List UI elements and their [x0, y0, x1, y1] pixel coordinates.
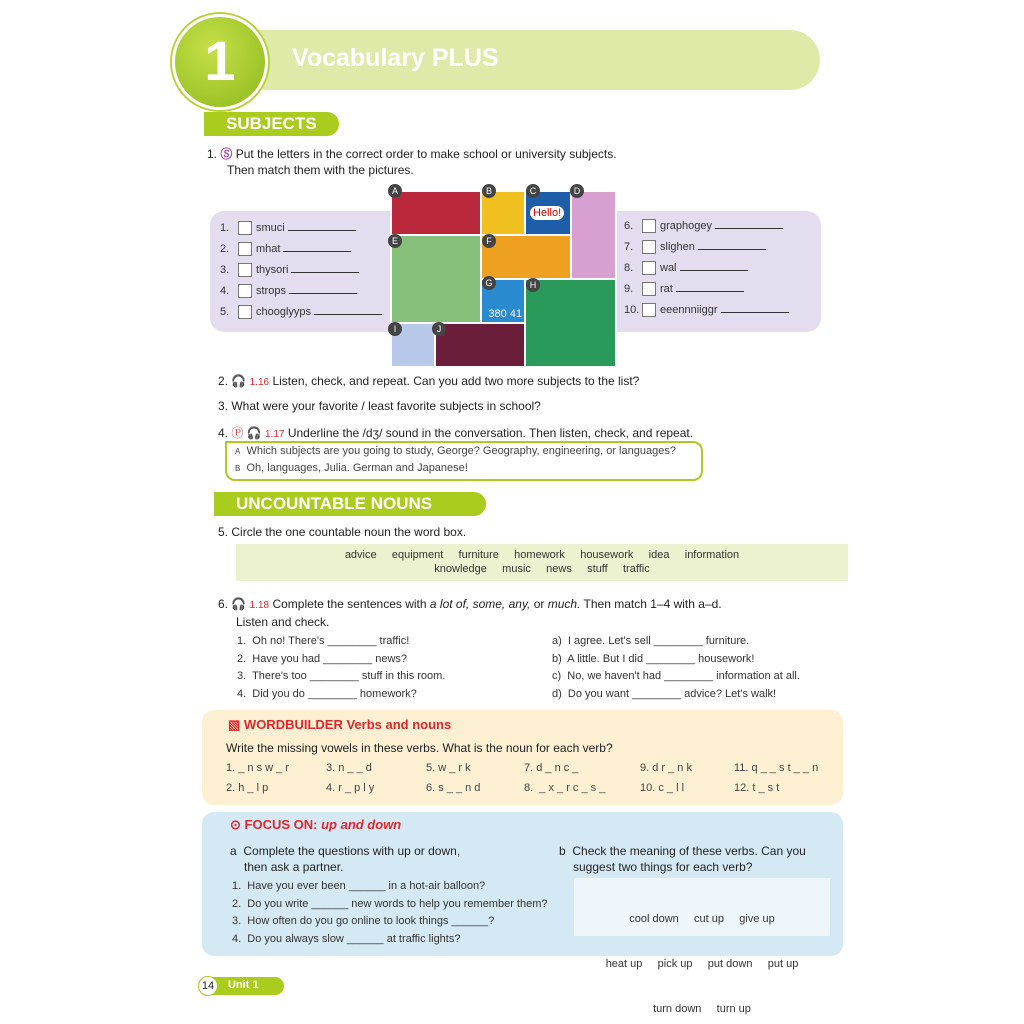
instruction-text: Underline the /dʒ/ sound in the conversation. Then listen, check, and repeat. [287, 426, 694, 440]
conversation-line: Which subjects are you going to study, George? Geography, engineering, or languages? [246, 445, 676, 457]
verb-box-row: heat up pick up put down put up [605, 958, 799, 970]
instruction-text: Then match 1–4 with a–d. [580, 597, 722, 611]
answer-blank[interactable] [289, 293, 357, 294]
picture-label: J [432, 322, 446, 336]
scrambled-word: wal [660, 261, 677, 274]
scrambled-word: strops [256, 284, 286, 297]
wordbuilder-icon: ▧ [228, 717, 241, 732]
verb-box [574, 878, 830, 1015]
answer-blank[interactable] [283, 251, 351, 252]
instruction-line: Then match them with the pictures. [227, 163, 414, 177]
answer-checkbox[interactable] [642, 219, 656, 233]
wordbuilder-title [228, 717, 451, 733]
focus-on-title [230, 817, 401, 833]
scrambled-word: rat [660, 282, 673, 295]
scrambled-word: mhat [256, 242, 281, 255]
item-number: 3. [220, 263, 230, 276]
item-number: 2. [220, 242, 230, 255]
verb-puzzle: 12. t _ s t [734, 782, 780, 794]
answer-blank[interactable] [715, 228, 783, 229]
verb-puzzle: 9. d r _ n k [640, 762, 692, 774]
wordbuilder-box [202, 710, 843, 805]
focus-icon: ⊙ [230, 817, 241, 832]
question-item: 1. Have you ever been ______ in a hot-air balloon? [232, 880, 486, 892]
verb-puzzle: 4. r _ p l y [326, 782, 375, 794]
exercise-number: 6. [218, 597, 229, 611]
answer-blank[interactable] [314, 314, 382, 315]
question-item: 3. How often do you go online to look things ______? [232, 915, 495, 928]
math-numbers: 380 41 [488, 308, 522, 320]
sentence-item: 2. Have you had ________ news? [237, 652, 408, 665]
word-item [624, 282, 821, 303]
answer-blank[interactable] [680, 270, 748, 271]
item-number: 1. [220, 221, 230, 234]
picture-e-history[interactable] [390, 234, 482, 324]
answer-checkbox[interactable] [642, 261, 656, 275]
item-number: 6. [624, 219, 634, 232]
question-item: 4. Do you always slow ______ at traffic lights? [232, 932, 461, 945]
audio-track[interactable]: 1.18 [249, 600, 270, 611]
item-number: 4. [220, 284, 230, 297]
scrambled-word: smuci [256, 221, 285, 234]
word-item [220, 284, 410, 305]
sentence-item: 1. Oh no! There's ________ traffic! [237, 635, 410, 647]
answer-checkbox[interactable] [642, 240, 656, 254]
word-list-right [600, 211, 821, 332]
picture-label: A [388, 184, 402, 198]
answer-checkbox[interactable] [642, 282, 656, 296]
verb-puzzle: 2. h _ l p [226, 782, 269, 794]
verb-box-row: cool down cut up give up [629, 913, 775, 925]
ex6-responses [552, 633, 800, 703]
exercise-6 [218, 596, 722, 630]
response-item: b) A little. But I did ________ housework! [552, 652, 755, 665]
item-number: 5. [220, 305, 230, 318]
wordbuilder-title-text: WORDBUILDER Verbs and nouns [243, 717, 452, 732]
focus-questions [232, 878, 548, 948]
word-item [624, 240, 821, 261]
response-item: c) No, we haven't had ________ information at all. [552, 670, 800, 683]
scrambled-word: thysori [256, 263, 289, 276]
instruction-emphasis: a lot of, some, any, [429, 597, 531, 611]
unit-number-badge: 1 [172, 14, 268, 110]
picture-label: E [388, 234, 402, 248]
picture-label: D [570, 184, 584, 198]
picture-a-hockey[interactable] [390, 190, 482, 236]
exercise-5 [218, 525, 466, 539]
part-label: a [230, 844, 237, 858]
question-item: 2. Do you write ______ new words to help you remember them? [232, 897, 548, 910]
instruction-text: Circle the one countable noun the word box. [231, 525, 467, 539]
audio-track[interactable]: 1.16 [249, 377, 270, 388]
exercise-1-instructions [207, 146, 617, 178]
item-number: 8. [624, 261, 634, 274]
instruction-text: then ask a partner. [244, 860, 344, 874]
headphones-icon[interactable]: 🎧 [231, 374, 247, 388]
instruction-text: Listen and check. [236, 615, 330, 629]
exercise-3 [218, 399, 541, 413]
instruction-text: Check the meaning of these verbs. Can you [572, 844, 806, 858]
conversation-line: Oh, languages, Julia. German and Japanese! [246, 462, 468, 474]
word-item [624, 219, 821, 240]
exercise-number: 1. [207, 147, 218, 161]
word-list-left [210, 211, 410, 332]
answer-checkbox[interactable] [642, 303, 656, 317]
verb-puzzle: 7. d _ n c _ [524, 762, 579, 774]
exercise-number: 4. [218, 426, 229, 440]
word-item [624, 303, 821, 324]
instruction-emphasis: much. [547, 597, 581, 611]
answer-blank[interactable] [698, 249, 766, 250]
unit-label: Unit 1 [228, 979, 259, 991]
picture-label: B [482, 184, 496, 198]
word-item [220, 242, 410, 263]
picture-label: H [526, 278, 540, 292]
page-number: 14 [198, 976, 218, 996]
focus-title-text: FOCUS ON: [244, 817, 322, 832]
verb-puzzle: 1. _ n s w _ r [226, 762, 289, 774]
focus-part-b [559, 843, 806, 875]
page-title: Vocabulary PLUS [292, 44, 499, 72]
instruction-text: suggest two things for each verb? [573, 860, 753, 874]
part-label: b [559, 844, 566, 858]
verb-box-row: turn down turn up [653, 1003, 751, 1015]
item-number: 7. [624, 240, 634, 253]
exercise-number: 3. [218, 399, 229, 413]
speaker-label: A [235, 447, 241, 456]
verb-puzzle: 3. n _ _ d [326, 762, 372, 774]
picture-h-geography[interactable] [524, 278, 617, 368]
instruction-text: or [530, 597, 548, 611]
answer-blank[interactable] [288, 230, 356, 231]
picture-label: I [388, 322, 402, 336]
verb-puzzle: 10. c _ l l [640, 782, 685, 794]
item-number: 10. [624, 303, 640, 316]
audio-track[interactable]: 1.17 [265, 429, 285, 440]
instruction-text: What were your favorite / least favorite subjects in school? [231, 399, 541, 413]
verb-puzzle: 6. s _ _ n d [426, 782, 481, 794]
picture-label: G [482, 276, 496, 290]
section-heading-subjects: SUBJECTS [204, 112, 339, 136]
focus-title-emphasis: up and down [321, 817, 402, 832]
page-footer [198, 977, 284, 995]
word-box-row[interactable]: advice equipment furniture homework housework idea information [344, 549, 740, 561]
response-item: d) Do you want ________ advice? Let's walk! [552, 687, 777, 700]
answer-checkbox[interactable] [238, 242, 252, 256]
headphones-icon[interactable]: 🎧 [231, 597, 247, 611]
instruction-text: Listen, check, and repeat. Can you add two more subjects to the list? [272, 374, 640, 388]
scrambled-word: chooglyyps [256, 305, 312, 318]
word-item [220, 221, 410, 242]
answer-blank[interactable] [676, 291, 744, 292]
response-item: a) I agree. Let's sell ________ furniture. [552, 635, 750, 647]
verb-puzzle: 11. q _ _ s t _ _ n [734, 762, 819, 774]
ex6-sentences [237, 633, 445, 703]
answer-blank[interactable] [291, 272, 359, 273]
exercise-number: 5. [218, 525, 229, 539]
instruction-text: Complete the sentences with [272, 597, 430, 611]
headphones-icon[interactable]: 🎧 [246, 426, 262, 440]
picture-label: C [526, 184, 540, 198]
verb-puzzle: 8. _ x _ r c _ s _ [524, 782, 606, 794]
answer-checkbox[interactable] [238, 221, 252, 235]
word-item [220, 263, 410, 284]
scrambled-word: eeennniiggr [660, 303, 718, 316]
picture-d-geometry[interactable] [570, 190, 617, 280]
answer-checkbox[interactable] [238, 305, 252, 319]
word-box [236, 544, 848, 581]
scrambled-word: graphogey [660, 219, 712, 232]
exercise-2 [218, 374, 639, 388]
instruction-text: Complete the questions with up or down, [243, 844, 461, 858]
speaking-s-icon: Ⓢ [220, 147, 233, 161]
item-number: 9. [624, 282, 634, 295]
word-box-row[interactable]: knowledge music news stuff traffic [434, 563, 650, 575]
pronunciation-icon: Ⓟ [231, 426, 244, 440]
answer-checkbox[interactable] [238, 284, 252, 298]
answer-blank[interactable] [721, 312, 789, 313]
picture-j-law[interactable] [434, 322, 526, 368]
wordbuilder-instruction: Write the missing vowels in these verbs. What is the noun for each verb? [226, 741, 613, 755]
hello-speech-bubble: Hello! [530, 206, 564, 220]
word-item [624, 261, 821, 282]
sentence-item: 4. Did you do ________ homework? [237, 687, 417, 700]
subject-pictures [390, 186, 615, 366]
picture-label: F [482, 234, 496, 248]
word-item [220, 305, 410, 326]
sentence-item: 3. There's too ________ stuff in this room. [237, 670, 446, 683]
answer-checkbox[interactable] [238, 263, 252, 277]
instruction-line: Put the letters in the correct order to make school or university subjects. [235, 147, 617, 161]
speaker-label: B [235, 464, 241, 473]
verb-puzzle: 5. w _ r k [426, 762, 471, 774]
section-heading-uncountable: UNCOUNTABLE NOUNS [214, 492, 486, 516]
conversation-box [225, 441, 703, 481]
exercise-number: 2. [218, 374, 229, 388]
focus-part-a [230, 843, 460, 875]
scrambled-word: slighen [660, 240, 695, 253]
exercise-4 [218, 424, 693, 441]
